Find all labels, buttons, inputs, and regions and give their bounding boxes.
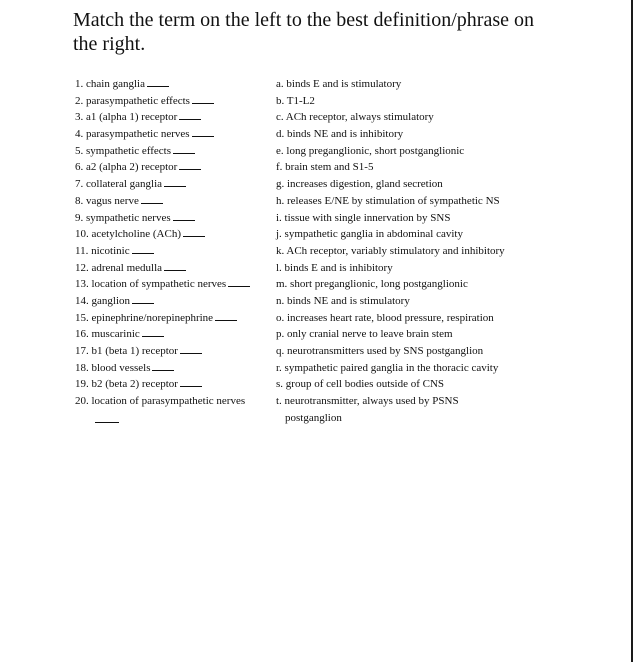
- term-text: 3. a1 (alpha 1) receptor: [75, 111, 178, 124]
- term-text: 4. parasympathetic nerves: [75, 128, 190, 141]
- definition-item: k. ACh receptor, variably stimulatory and inhibitory: [276, 244, 505, 257]
- term-item: [75, 293, 275, 310]
- term-item: [75, 343, 275, 360]
- definition-item: t. neurotransmitter, always used by PSNS: [276, 395, 459, 408]
- term-text: 2. parasympathetic effects: [75, 94, 190, 107]
- term-item: [75, 176, 275, 193]
- term-item: [75, 326, 275, 343]
- definition-item: d. binds NE and is inhibitory: [276, 128, 404, 141]
- term-item: [75, 143, 275, 160]
- term-text: 12. adrenal medulla: [75, 261, 163, 274]
- answer-blank[interactable]: [183, 226, 205, 237]
- term-item: [75, 210, 275, 227]
- term-text: 14. ganglion: [75, 294, 130, 307]
- term-text: 6. a2 (alpha 2) receptor: [75, 161, 178, 174]
- answer-blank-20[interactable]: [95, 410, 119, 423]
- answer-blank[interactable]: [180, 376, 202, 387]
- answer-blank[interactable]: [147, 76, 169, 87]
- term-item: [75, 226, 275, 243]
- definition-item: g. increases digestion, gland secretion: [276, 178, 443, 191]
- answer-blank[interactable]: [192, 126, 214, 137]
- answer-blank[interactable]: [141, 193, 163, 204]
- definition-item: f. brain stem and S1-5: [276, 161, 374, 174]
- term-text: 8. vagus nerve: [75, 194, 139, 207]
- term-item: [75, 93, 275, 110]
- answer-blank[interactable]: [152, 360, 174, 371]
- answer-blank[interactable]: [173, 210, 195, 221]
- definition-item: i. tissue with single innervation by SNS: [276, 211, 451, 224]
- definition-item: e. long preganglionic, short postganglionic: [276, 144, 465, 157]
- term-text: 15. epinephrine/norepinephrine: [75, 311, 214, 324]
- term-text: 1. chain ganglia: [75, 78, 145, 90]
- term-text: 20. location of parasympathetic nerves: [75, 395, 246, 408]
- definition-item: s. group of cell bodies outside of CNS: [276, 378, 445, 391]
- answer-blank[interactable]: [164, 260, 186, 271]
- definition-list: [276, 76, 576, 410]
- term-text: 18. blood vessels: [75, 361, 151, 374]
- term-item: [75, 310, 275, 327]
- answer-blank[interactable]: [192, 93, 214, 104]
- term-item: [75, 76, 275, 93]
- answer-blank[interactable]: [215, 310, 237, 321]
- term-text: 17. b1 (beta 1) receptor: [75, 345, 178, 357]
- term-item: [75, 159, 275, 176]
- answer-blank[interactable]: [132, 293, 154, 304]
- term-text: 11. nicotinic: [75, 244, 130, 257]
- answer-blank[interactable]: [179, 109, 201, 120]
- term-item: [75, 193, 275, 210]
- definition-item: l. binds E and is inhibitory: [276, 261, 393, 274]
- answer-blank[interactable]: [142, 326, 164, 337]
- term-item: [75, 243, 275, 260]
- definition-item: r. sympathetic paired ganglia in the thoracic cavity: [276, 361, 499, 374]
- answer-blank[interactable]: [180, 343, 202, 354]
- answer-blank[interactable]: [173, 143, 195, 154]
- term-text: 13. location of sympathetic nerves: [75, 278, 227, 291]
- term-item: [75, 393, 275, 410]
- term-item: [75, 109, 275, 126]
- answer-blank[interactable]: [179, 159, 201, 170]
- definition-item: q. neurotransmitters used by SNS postganglion: [276, 345, 484, 357]
- term-text: 7. collateral ganglia: [75, 178, 163, 191]
- definition-item: h. releases E/NE by stimulation of sympathetic NS: [276, 194, 500, 207]
- term-list: [75, 76, 275, 410]
- term-text: 19. b2 (beta 2) receptor: [75, 378, 178, 391]
- definition-t-continuation: postganglion: [285, 412, 342, 424]
- term-item: [75, 260, 275, 277]
- worksheet-title: Match the term on the left to the best definition/phrase on the right.: [73, 9, 534, 55]
- term-item: [75, 360, 275, 377]
- definition-item: n. binds NE and is stimulatory: [276, 294, 410, 307]
- term-text: 10. acetylcholine (ACh): [75, 228, 181, 241]
- term-text: 9. sympathetic nerves: [75, 211, 171, 224]
- term-text: 5. sympathetic effects: [75, 144, 172, 157]
- term-item: [75, 126, 275, 143]
- answer-blank[interactable]: [228, 276, 250, 287]
- definition-item: a. binds E and is stimulatory: [276, 78, 402, 90]
- answer-blank[interactable]: [132, 243, 154, 254]
- term-item: [75, 376, 275, 393]
- definition-item: o. increases heart rate, blood pressure, respiration: [276, 311, 494, 324]
- definition-item: m. short preganglionic, long postganglionic: [276, 278, 468, 291]
- definition-item: j. sympathetic ganglia in abdominal cavity: [276, 228, 463, 241]
- definition-item: b. T1-L2: [276, 94, 315, 107]
- answer-blank[interactable]: [164, 176, 186, 187]
- definition-item: p. only cranial nerve to leave brain stem: [276, 328, 453, 341]
- definition-item: c. ACh receptor, always stimulatory: [276, 111, 434, 124]
- term-item: [75, 276, 275, 293]
- term-text: 16. muscarinic: [75, 328, 140, 341]
